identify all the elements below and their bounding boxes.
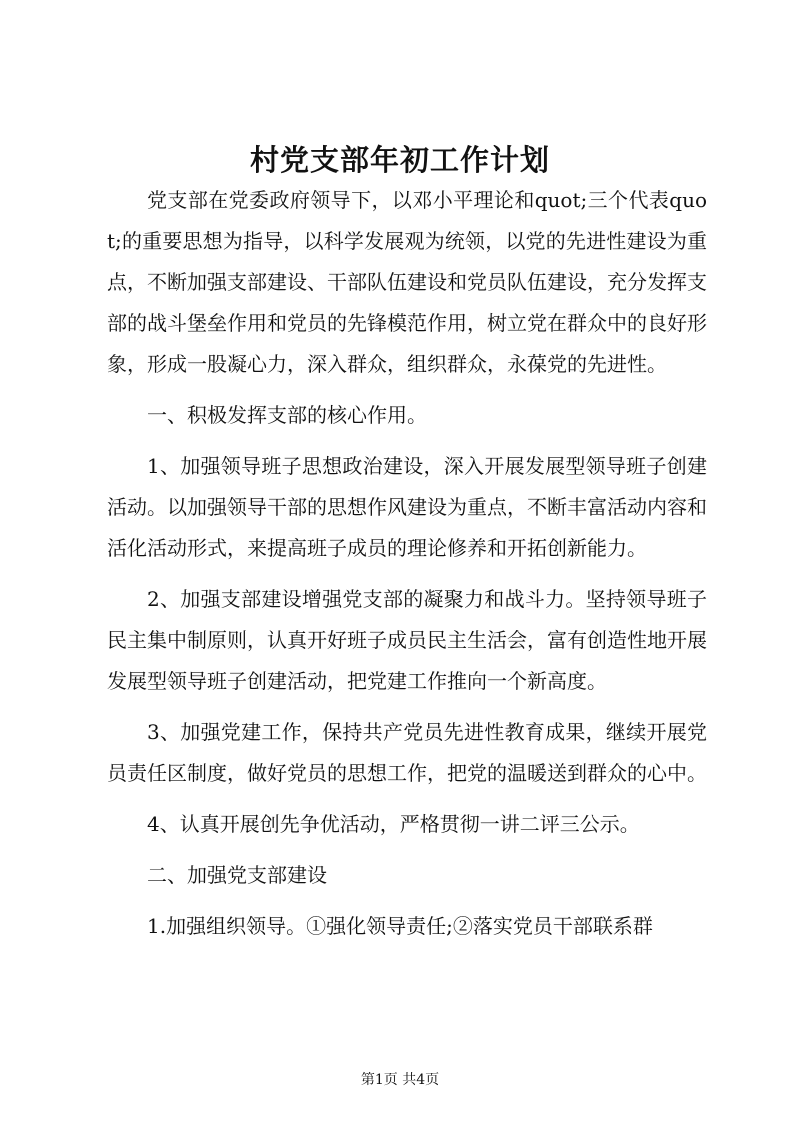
heading-section-1: 一、积极发挥支部的核心作用。 xyxy=(147,403,427,427)
paragraph-item-2: 2、加强支部建设增强党支部的凝聚力和战斗力。坚持领导班子民主集中制原则，认真开好班子成员民主生活会，富有创造性地开展发展型领导班子创建活动，把党建工作推向一个新高度。 xyxy=(107,587,707,693)
paragraph-intro: 党支部在党委政府领导下，以邓小平理论和quot;三个代表quot;的重要思想为指导，以科学发展观为统领，以党的先进性建设为重点，不断加强支部建设、干部队伍建设和党员队伍建设，充分发挥支部的战斗堡垒作用和党员的先锋模范作用，树立党在群众中的良好形象，形成一股凝心力，深入群众，组织群众，永葆党的先进性。 xyxy=(107,188,707,376)
paragraph-section-2-item-1: 1.加强组织领导。①强化领导责任;②落实党员干部联系群 xyxy=(147,914,653,938)
document-title: 村党支部年初工作计划 xyxy=(249,143,550,177)
paragraph-item-3: 3、加强党建工作，保持共产党员先进性教育成果，继续开展党员责任区制度，做好党员的思想工作，把党的温暖送到群众的心中。 xyxy=(107,720,707,785)
paragraph-item-1: 1、加强领导班子思想政治建设，深入开展发展型领导班子创建活动。以加强领导干部的思想作风建设为重点，不断丰富活动内容和活化活动形式，来提高班子成员的理论修养和开拓创新能力。 xyxy=(107,454,707,560)
heading-section-2: 二、加强党支部建设 xyxy=(147,863,327,887)
page-number-footer: 第1页 共4页 xyxy=(360,1072,440,1088)
paragraph-item-4: 4、认真开展创先争优活动，严格贯彻一讲二评三公示。 xyxy=(147,812,640,836)
document-body xyxy=(107,180,707,947)
